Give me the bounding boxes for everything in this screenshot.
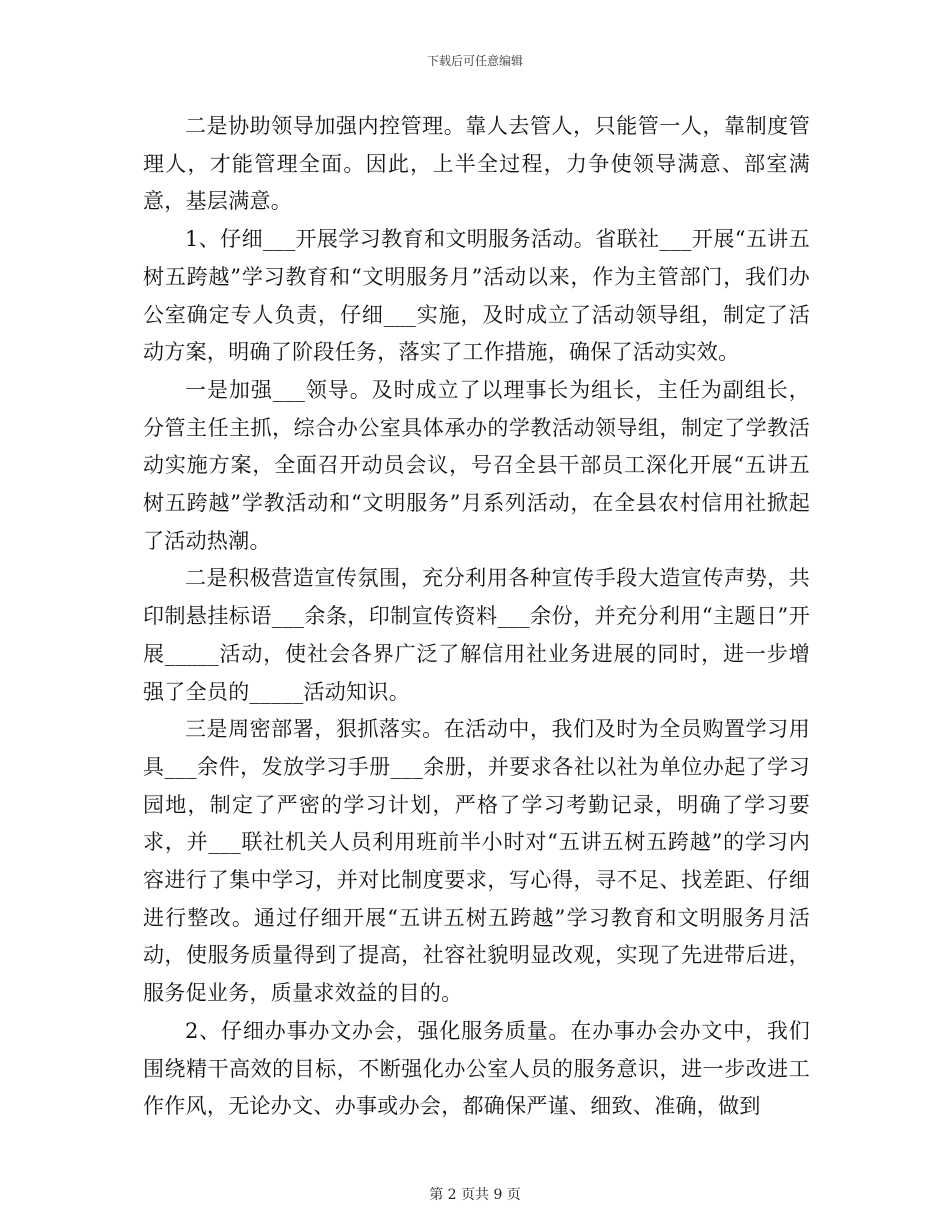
paragraph: 2、仔细办事办文办会，强化服务质量。在办事办会办文中，我们围绕精干高效的目标，不断强化办公室人员的服务意识，进一步改进工作作风，无论办文、办事或办会，都确保严谨、细致、准确，做到 bbox=[143, 1018, 810, 1119]
page-number: 第 2 页共 9 页 bbox=[429, 1187, 521, 1203]
document-body bbox=[143, 108, 810, 1126]
page-header: 下载后可任意编辑 bbox=[426, 54, 523, 68]
paragraph: 一是加强___领导。及时成立了以理事长为组长，主任为副组长，分管主任主抓，综合办公室具体承办的学教活动领导组，制定了学教活动实施方案，全面召开动员会议，号召全县干部员工深化开展“五讲五树五跨越”学教活动和“文明服务”月系列活动，在全县农村信用社掀起了活动热潮。 bbox=[143, 377, 810, 553]
paragraph: 1、仔细___开展学习教育和文明服务活动。省联社___开展“五讲五树五跨越”学习教育和“文明服务月”活动以来，作为主管部门，我们办公室确定专人负责，仔细___实施，及时成立了活动领导组，制定了活动方案，明确了阶段任务，落实了工作措施，确保了活动实效。 bbox=[143, 227, 810, 365]
paragraph: 三是周密部署，狠抓落实。在活动中，我们及时为全员购置学习用具___余件，发放学习手册___余册，并要求各社以社为单位办起了学习园地，制定了严密的学习计划，严格了学习考勤记录，明确了学习要求，并___联社机关人员利用班前半小时对“五讲五树五跨越”的学习内容进行了集中学习，并对比制度要求，写心得，寻不足、找差距、仔细进行整改。通过仔细开展“五讲五树五跨越”学习教育和文明服务月活动，使服务质量得到了提高，社容社貌明显改观，实现了先进带后进，服务促业务，质量求效益的目的。 bbox=[143, 717, 810, 1006]
paragraph: 二是协助领导加强内控管理。靠人去管人，只能管一人，靠制度管理人，才能管理全面。因此，上半全过程，力争使领导满意、部室满意，基层满意。 bbox=[143, 114, 810, 214]
paragraph: 二是积极营造宣传氛围，充分利用各种宣传手段大造宣传声势，共印制悬挂标语___余条，印制宣传资料___余份，并充分利用“主题日”开展_____活动，使社会各界广泛了解信用社业务进展的同时，进一步增强了全员的_____活动知识。 bbox=[143, 566, 811, 704]
